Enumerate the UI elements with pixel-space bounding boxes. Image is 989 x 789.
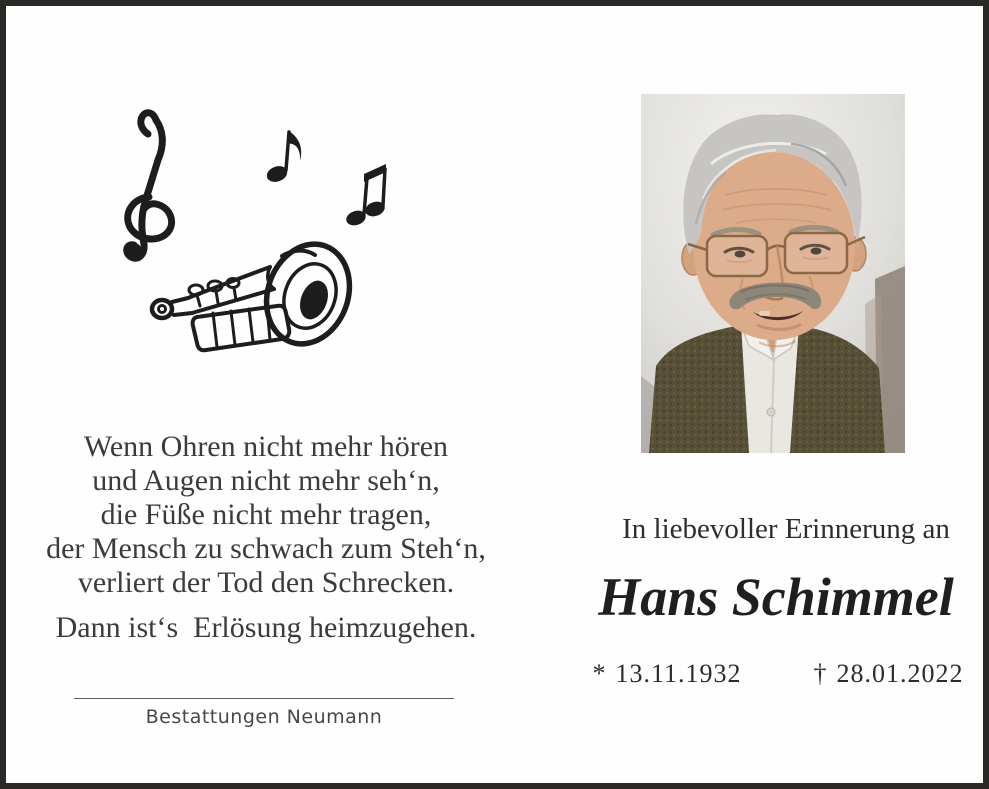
life-dates bbox=[588, 659, 968, 689]
beamed-notes-icon bbox=[344, 164, 386, 228]
poem-line: Wenn Ohren nicht mehr hören bbox=[83, 430, 449, 463]
eighth-note-icon bbox=[265, 131, 302, 185]
deceased-name: Hans Schimmel bbox=[598, 567, 954, 627]
trumpet-icon bbox=[152, 232, 363, 355]
poem bbox=[16, 430, 516, 645]
death-date: 28.01.2022 bbox=[836, 659, 964, 688]
memorial-intro: In liebevoller Erinnerung an bbox=[622, 513, 950, 545]
funeral-home-signature bbox=[74, 698, 454, 728]
birth-date: 13.11.1932 bbox=[615, 659, 742, 688]
treble-clef-icon bbox=[126, 113, 172, 259]
portrait-photo bbox=[641, 94, 905, 453]
poem-line: die Füße nicht mehr tragen, bbox=[100, 498, 432, 531]
poem-line: verliert der Tod den Schrecken. bbox=[77, 566, 455, 599]
poem-final-line: Dann ist‘s Erlösung heimzugehen. bbox=[55, 611, 477, 644]
birth-date-group bbox=[592, 659, 741, 689]
music-illustration bbox=[116, 106, 406, 366]
death-symbol: † bbox=[813, 659, 828, 688]
birth-symbol: * bbox=[592, 659, 607, 688]
poem-line: der Mensch zu schwach zum Steh‘n, bbox=[46, 532, 486, 565]
death-date-group bbox=[814, 659, 964, 689]
poem-line: und Augen nicht mehr seh‘n, bbox=[92, 464, 440, 497]
funeral-home-name: Bestattungen Neumann bbox=[145, 706, 383, 728]
